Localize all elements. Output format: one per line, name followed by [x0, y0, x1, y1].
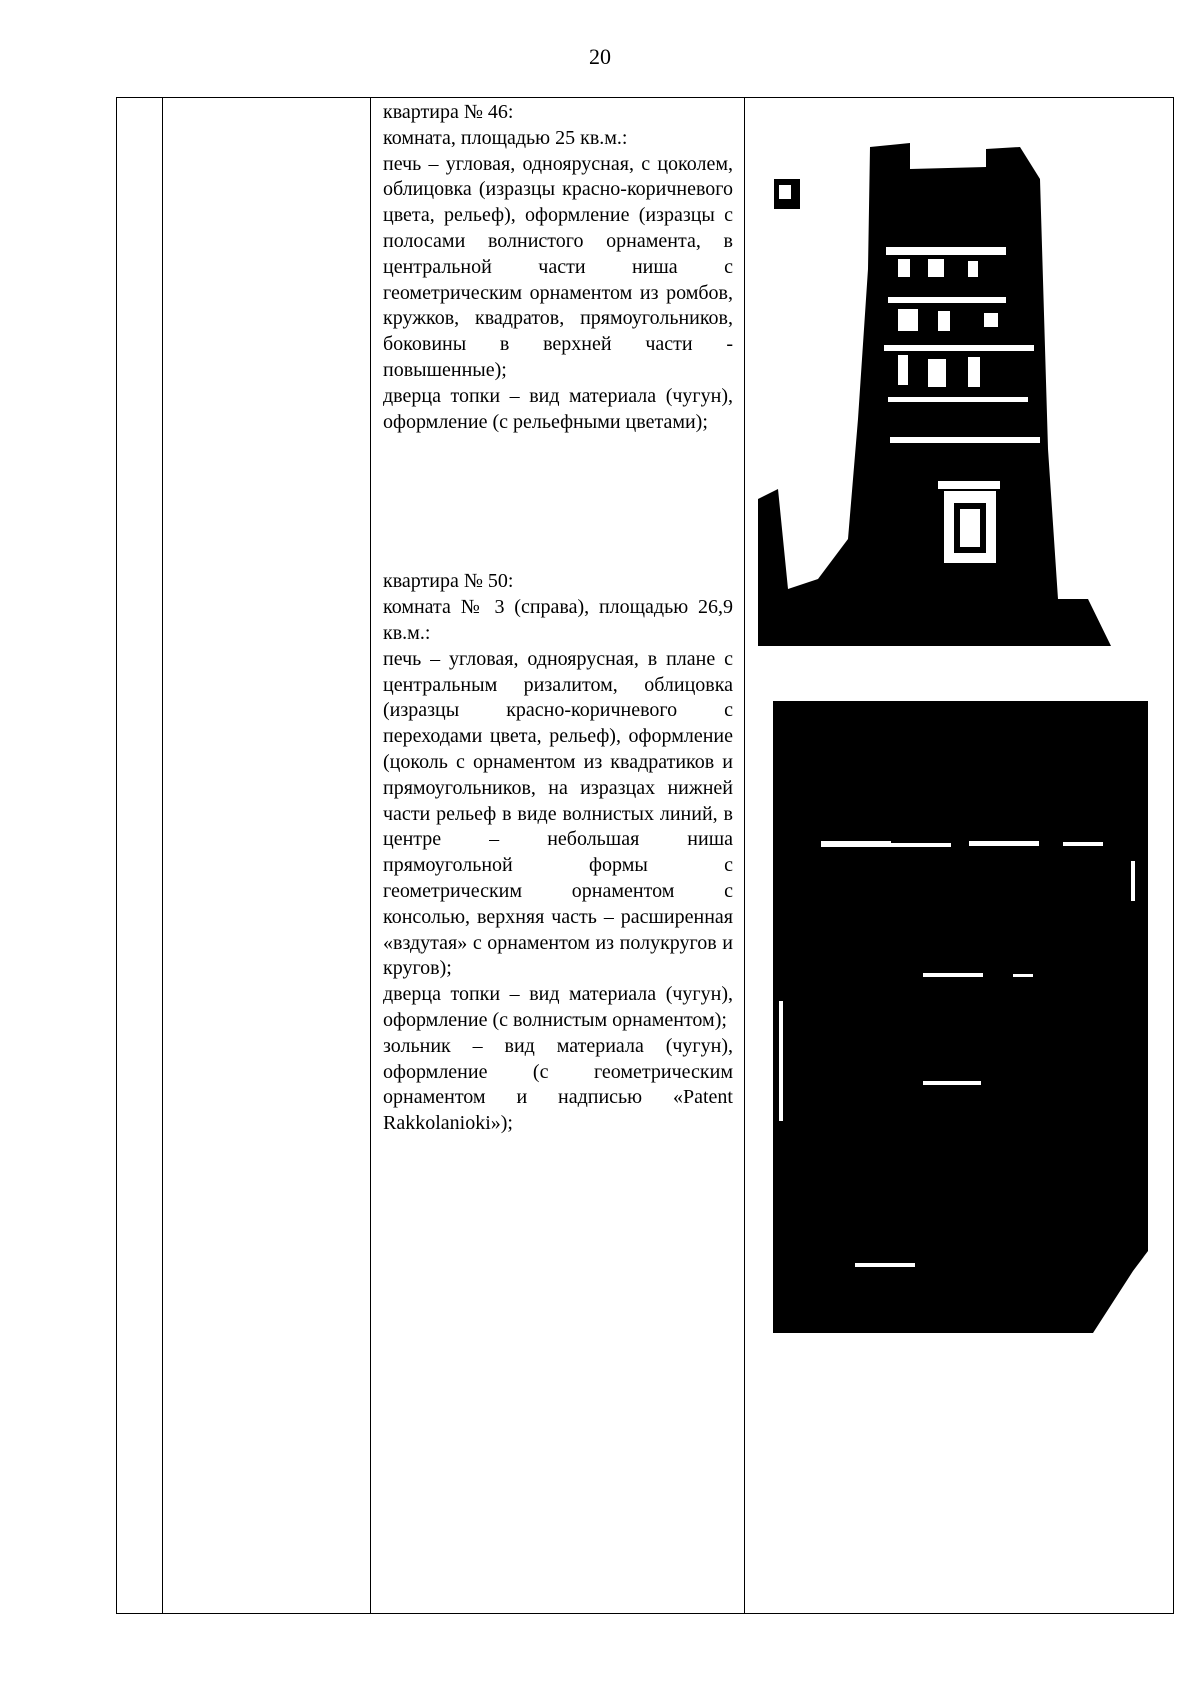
stove-description: печь – угловая, одноярусная, в плане с центральным ризалитом, облицовка (изразцы красно-коричневого с переходами цвета, рельеф), оформление (цоколь с орнаментом из квадратиков и прямоугольников, на изразцах нижней части рельеф в виде волнистых линий, в центре – небольшая ниша прямоугольной формы с геометрическим орнаментом с консолью, верхняя часть – расширенная «вздутая» с орнаментом из полукругов и кругов);: [383, 647, 733, 980]
apartment-heading: квартира № 46:: [383, 101, 514, 123]
stove-description: печь – угловая, одноярусная, с цоколем, облицовка (изразцы красно-коричневого цвета, рельеф), оформление (изразцы с полосами волнистого орнамента, в центральной части ниша с геометрическим орнаментом из ромбов, кружков, квадратов, прямоугольников, боковины в верхней части - повышенные);: [383, 152, 733, 381]
stove-photo-apartment-46: [758, 119, 1111, 646]
number-cell: [117, 98, 163, 1614]
monument-table: [116, 97, 1174, 1614]
tiled-stove-photo-icon: [758, 119, 1111, 646]
table-row: [117, 98, 1174, 1614]
firebox-door-description: дверца топки – вид материала (чугун), оформление (с волнистым орнаментом);: [383, 983, 733, 1031]
room-description: комната № 3 (справа), площадью 26,9 кв.м.:: [383, 596, 733, 644]
tiled-stove-photo-icon: [773, 701, 1148, 1333]
ash-pit-description: зольник – вид материала (чугун), оформление (с геометрическим орнаментом и надписью «Patent Rakkolanioki»);: [383, 1034, 733, 1135]
page-number: 20: [589, 44, 611, 69]
photo-cell: [745, 98, 1174, 1614]
room-description: комната, площадью 25 кв.м.:: [383, 126, 628, 149]
description-cell: [371, 98, 745, 1614]
name-cell: [163, 98, 371, 1614]
apartment-heading: квартира № 50:: [383, 570, 514, 593]
firebox-door-description: дверца топки – вид материала (чугун), оформление (с рельефными цветами);: [383, 384, 733, 433]
stove-photo-apartment-50: [773, 701, 1148, 1333]
